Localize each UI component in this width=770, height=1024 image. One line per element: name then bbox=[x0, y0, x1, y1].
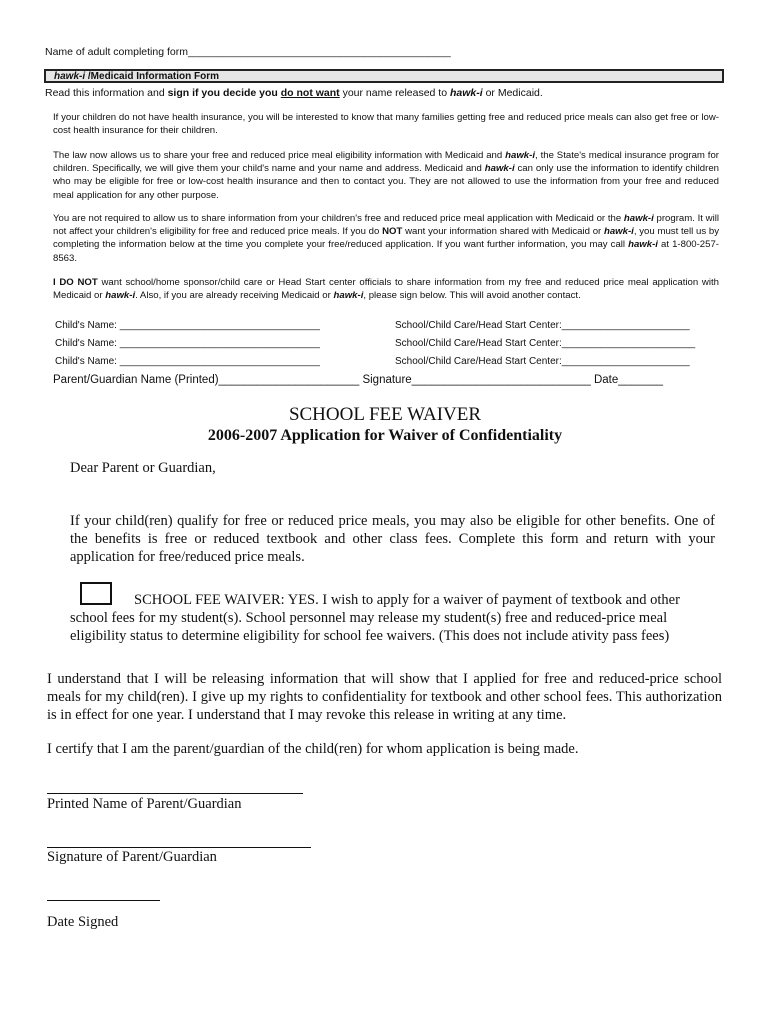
date-input-line[interactable] bbox=[47, 900, 160, 901]
salutation: Dear Parent or Guardian, bbox=[70, 460, 216, 476]
printed-name-input-line[interactable] bbox=[47, 793, 303, 794]
text-segment: want your information shared with Medicaid or bbox=[402, 226, 604, 238]
hawk-i-label: hawk-i bbox=[333, 290, 364, 302]
instruction-text: Read this information and bbox=[45, 87, 168, 99]
school-center-field[interactable]: School/Child Care/Head Start Center:_______________________ bbox=[395, 320, 690, 331]
hawk-i-label: hawk-i bbox=[603, 226, 634, 238]
text-segment: , please sign below. This will avoid another contact. bbox=[363, 290, 581, 302]
text-segment: , the State's medical insurance program for children. Specifically, we will give them your child's name and your name and address. Medicaid and bbox=[53, 150, 719, 175]
instruction-bold: sign if you decide you bbox=[167, 87, 281, 99]
text-segment: program. It will not affect your children's eligibility for free and reduced price meals. If you do bbox=[53, 213, 719, 238]
child-name-field[interactable]: Child's Name: ____________________________________ bbox=[55, 356, 320, 367]
text-segment: . Also, if you are already receiving Medicaid or bbox=[135, 290, 334, 302]
certify-statement: I certify that I am the parent/guardian of the child(ren) for whom application is being made. bbox=[47, 741, 579, 757]
waiver-subtitle: 2006-2007 Application for Waiver of Confidentiality bbox=[207, 427, 563, 444]
instruction-text-end: or Medicaid. bbox=[482, 87, 543, 99]
instruction-text-mid: your name released to bbox=[339, 87, 450, 99]
instruction-line bbox=[45, 87, 543, 99]
opt-out-emphasis: I DO NOT bbox=[53, 277, 98, 288]
form-title-rest: /Medicaid Information Form bbox=[85, 71, 220, 82]
hawk-i-label: hawk-i bbox=[105, 290, 136, 302]
signature-input-line[interactable] bbox=[47, 847, 311, 848]
printed-name-label: Printed Name of Parent/Guardian bbox=[47, 796, 242, 812]
parent-signature-line[interactable]: Parent/Guardian Name (Printed)______________________ Signature____________________________ Date_______ bbox=[53, 374, 664, 386]
hawk-i-label: hawk-i bbox=[449, 87, 483, 99]
waiver-title: SCHOOL FEE WAIVER bbox=[288, 404, 482, 425]
hawk-i-label: hawk-i bbox=[628, 239, 658, 251]
paragraph-opt-out bbox=[53, 276, 719, 302]
date-signed-label: Date Signed bbox=[47, 914, 119, 930]
text-segment: You are not required to allow us to share information from your children's free and reduced price meal application with Medicaid or the bbox=[53, 213, 624, 224]
school-center-field[interactable]: School/Child Care/Head Start Center:_______________________ bbox=[395, 356, 690, 367]
adult-name-line: Name of adult completing form_____________________________________________ bbox=[45, 46, 451, 58]
school-center-field[interactable]: School/Child Care/Head Start Center:________________________ bbox=[395, 338, 696, 349]
hawk-i-label: hawk-i bbox=[484, 163, 515, 175]
not-emphasis: NOT bbox=[382, 226, 403, 238]
hawk-i-label: hawk-i bbox=[623, 213, 654, 224]
hawk-i-label: hawk-i bbox=[505, 150, 535, 161]
instruction-underline: do not want bbox=[280, 87, 340, 99]
benefits-paragraph: If your child(ren) qualify for free or reduced price meals, you may also be eligible for other benefits. One of the benefits is free or reduced textbook and other class fees. Complete this form and return with your application for free/reduced price meals. bbox=[70, 513, 715, 565]
fee-waiver-yes-text: SCHOOL FEE WAIVER: YES. I wish to apply for a waiver of payment of textbook and other school fees for my student(s). School personnel may release my student(s) free and reduced-price meal eligibility status to determine eligibility for school fee waivers. (This does not include ativity pass fees) bbox=[70, 592, 680, 644]
text-segment: can only use the information to identify children who may be eligible for free or low-cost health insurance and then to contact you. They are not allowed to use the information from your free and reduced meal application for any other purpose. bbox=[53, 163, 719, 201]
text-segment: The law now allows us to share your free and reduced price meal eligibility information with Medicaid and bbox=[53, 150, 506, 161]
text-segment: want school/home sponsor/child care or Head Start center officials to share information from my free and reduced price meal application with Medicaid or bbox=[53, 277, 719, 302]
signature-label: Signature of Parent/Guardian bbox=[47, 849, 217, 865]
paragraph-law bbox=[53, 149, 719, 202]
paragraph-insurance: If your children do not have health insurance, you will be interested to know that many families getting free and reduced price meals can also get free or low-cost health insurance for their children. bbox=[53, 112, 719, 137]
form-title-bar bbox=[44, 69, 724, 83]
understand-paragraph: I understand that I will be releasing information that will show that I applied for free and reduced-price school meals for my child(ren). I give up my rights to confidentiality for textbook and other school fees. This authorization is in effect for one year. I understand that I may revoke this release in writing at any time. bbox=[47, 671, 722, 723]
child-name-field[interactable]: Child's Name: ____________________________________ bbox=[55, 338, 320, 349]
text-segment: , you must tell us by completing the information below at the time you complete your free/reduced application. If you want further information, you may call bbox=[53, 226, 720, 251]
paragraph-not-required bbox=[53, 212, 719, 265]
form-title bbox=[54, 71, 219, 82]
hawk-i-label: hawk-i bbox=[54, 71, 86, 82]
child-name-field[interactable]: Child's Name: ____________________________________ bbox=[55, 320, 320, 331]
text-segment: at 1-800-257-8563. bbox=[53, 239, 720, 264]
